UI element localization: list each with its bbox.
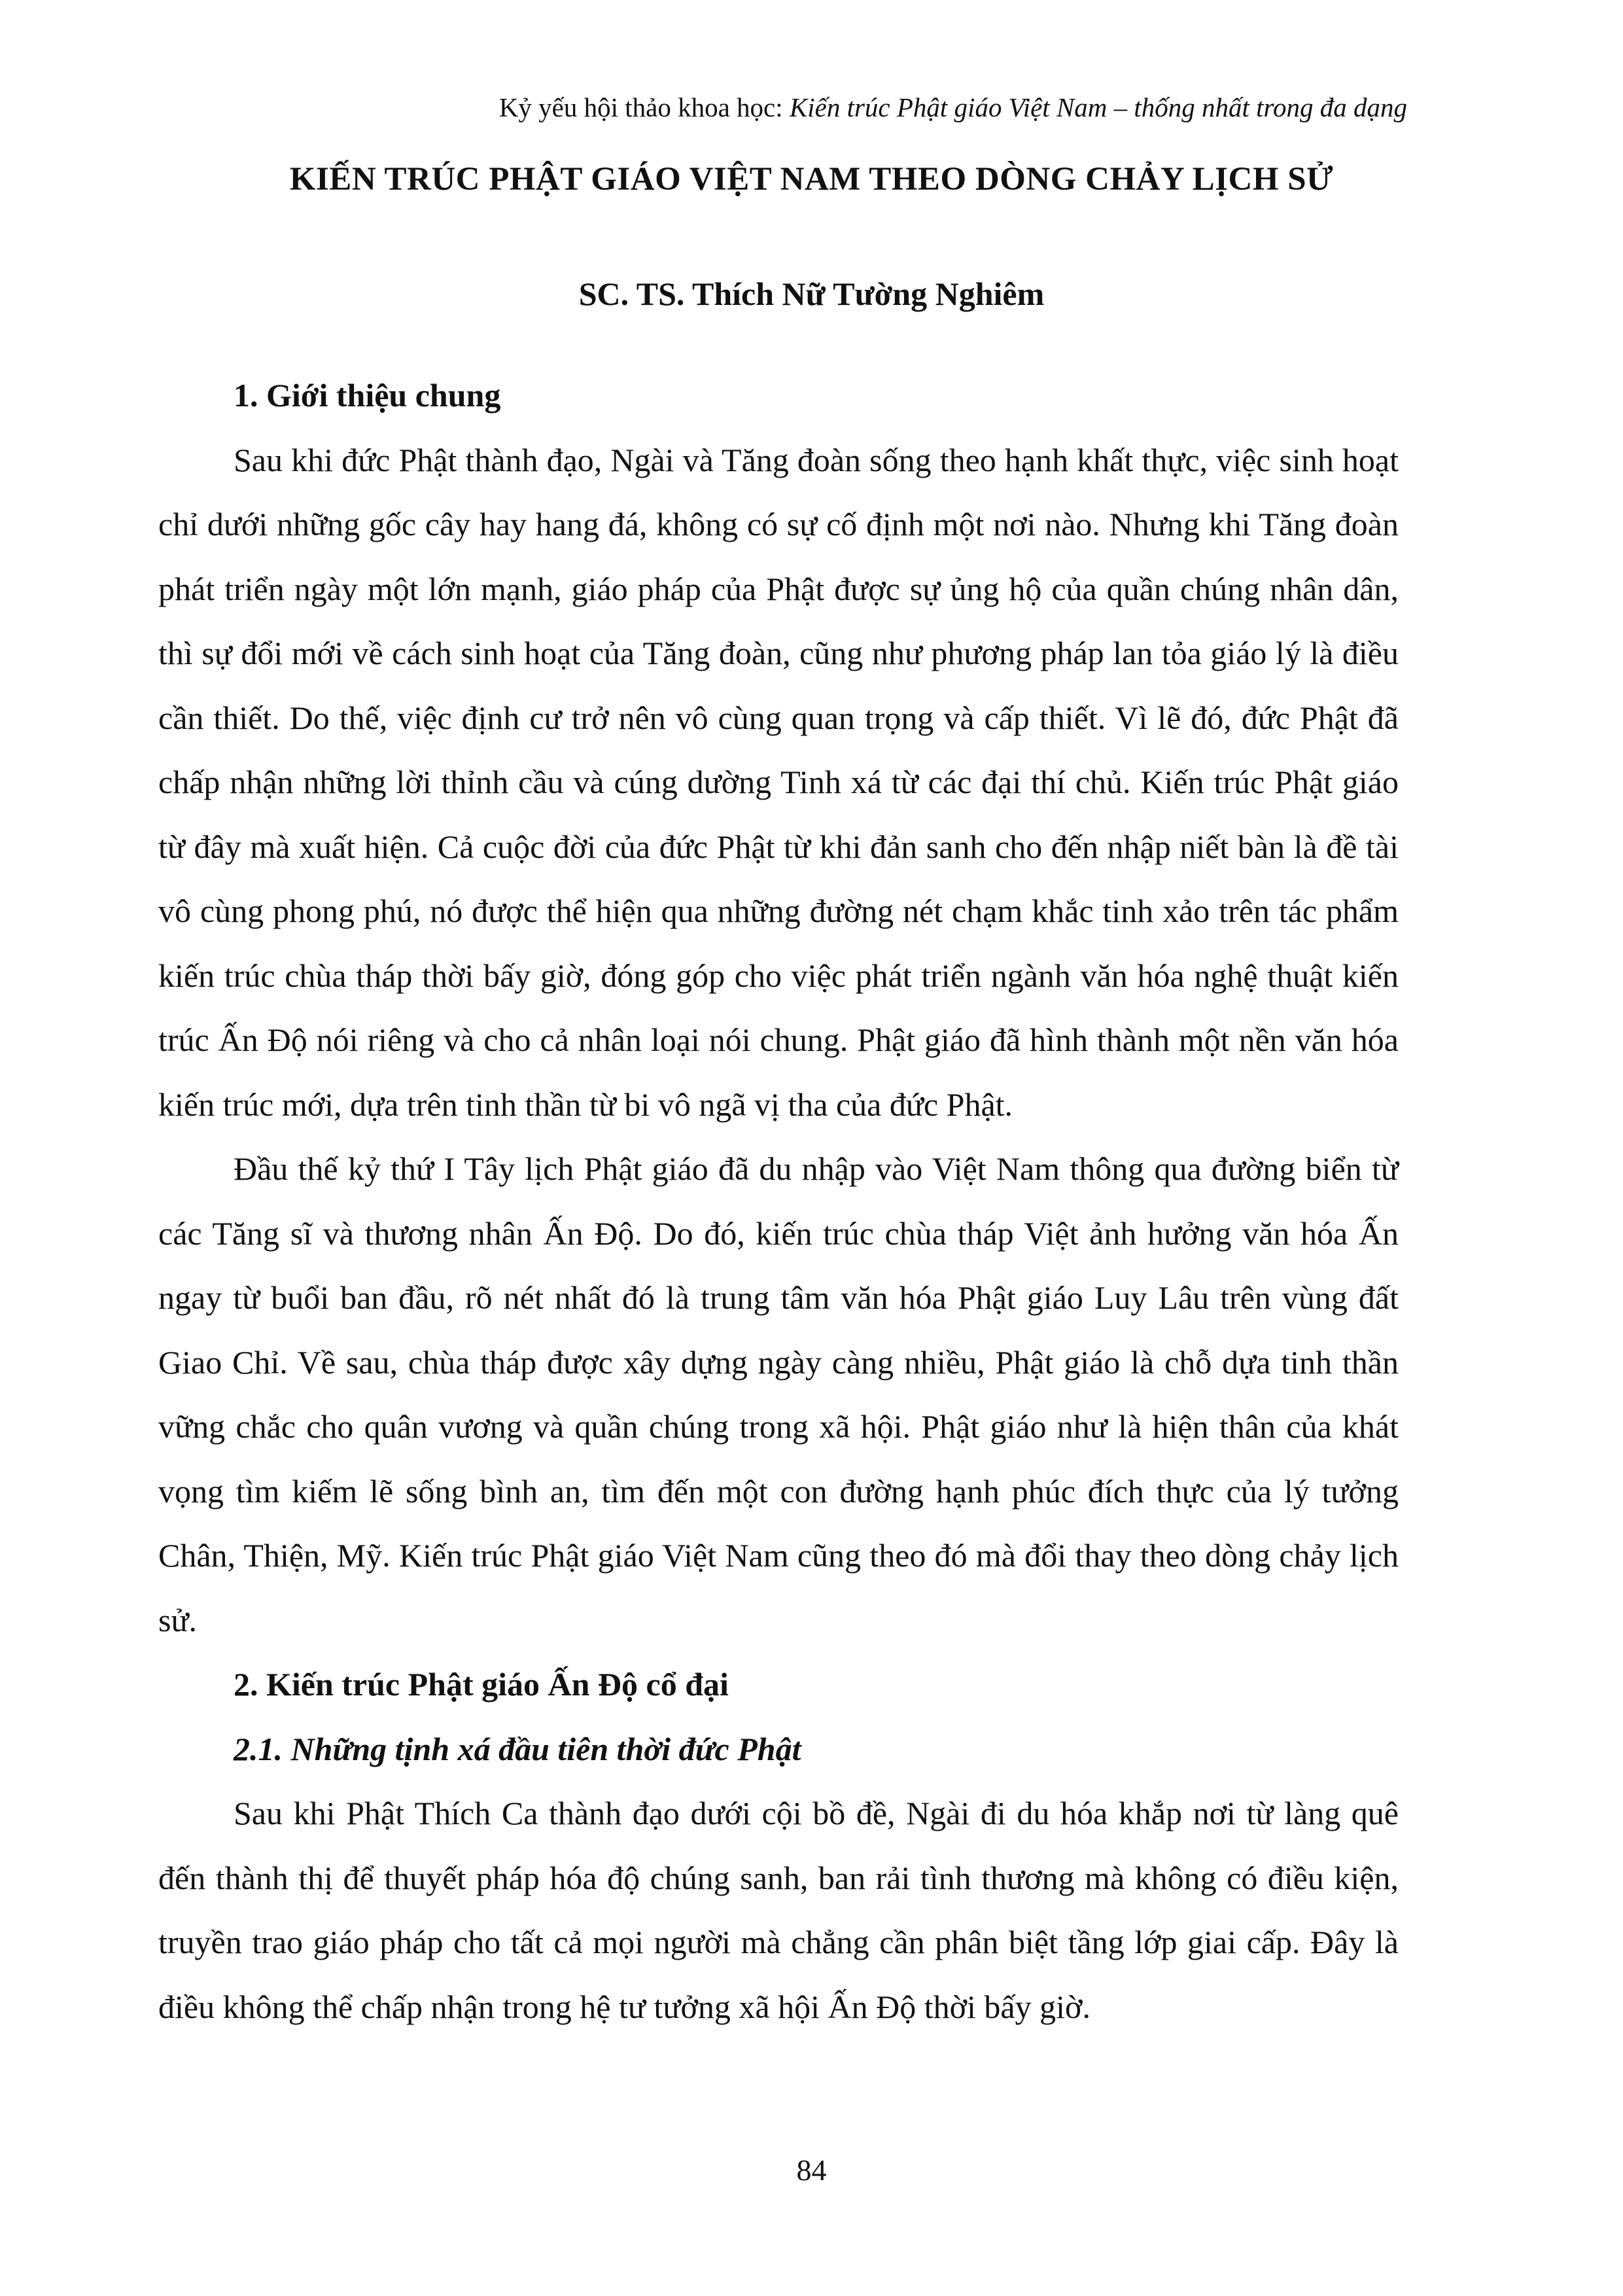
- section-heading-1: 1. Giới thiệu chung: [234, 377, 501, 414]
- running-header: [499, 92, 1407, 124]
- running-header-italic: Kiến trúc Phật giáo Việt Nam – thống nhất trong đa dạng: [789, 92, 1407, 122]
- article-body: [158, 363, 1399, 2039]
- subsection-heading-2-1: 2.1. Những tịnh xá đầu tiên thời đức Phật: [234, 1730, 801, 1767]
- page-number: 84: [796, 2153, 827, 2187]
- article-title: KIẾN TRÚC PHẬT GIÁO VIỆT NAM THEO DÒNG CHẢY LỊCH SỬ: [289, 161, 1334, 198]
- paragraph-2: Đầu thế kỷ thứ I Tây lịch Phật giáo đã du nhập vào Việt Nam thông qua đường biển từ các Tăng sĩ và thương nhân Ấn Độ. Do đó, kiến trúc chùa tháp Việt ảnh hưởng văn hóa Ấn ngay từ buổi ban đầu, rõ nét nhất đó là trung tâm văn hóa Phật giáo Luy Lâu trên vùng đất Giao Chỉ. Về sau, chùa tháp được xây dựng ngày càng nhiều, Phật giáo là chỗ dựa tinh thần vững chắc cho quân vương và quần chúng trong xã hội. Phật giáo như là hiện thân của khát vọng tìm kiếm lẽ sống bình an, tìm đến một con đường hạnh phúc đích thực của lý tưởng Chân, Thiện, Mỹ. Kiến trúc Phật giáo Việt Nam cũng theo đó mà đổi thay theo dòng chảy lịch sử.: [158, 1150, 1399, 1638]
- running-header-prefix: Kỷ yếu hội thảo khoa học:: [498, 92, 790, 122]
- paragraph-3: Sau khi Phật Thích Ca thành đạo dưới cội bồ đề, Ngài đi du hóa khắp nơi từ làng quê đến thành thị để thuyết pháp hóa độ chúng sanh, ban rải tình thương mà không có điều kiện, truyền trao giáo pháp cho tất cả mọi người mà chẳng cần phân biệt tầng lớp giai cấp. Đây là điều không thể chấp nhận trong hệ tư tưởng xã hội Ấn Độ thời bấy giờ.: [158, 1795, 1399, 2025]
- section-heading-2: 2. Kiến trúc Phật giáo Ấn Độ cổ đại: [234, 1666, 729, 1703]
- paragraph-1: Sau khi đức Phật thành đạo, Ngài và Tăng đoàn sống theo hạnh khất thực, việc sinh hoạt chỉ dưới những gốc cây hay hang đá, không có sự cố định một nơi nào. Nhưng khi Tăng đoàn phát triển ngày một lớn mạnh, giáo pháp của Phật được sự ủng hộ của quần chúng nhân dân, thì sự đổi mới về cách sinh hoạt của Tăng đoàn, cũng như phương pháp lan tỏa giáo lý là điều cần thiết. Do thế, việc định cư trở nên vô cùng quan trọng và cấp thiết. Vì lẽ đó, đức Phật đã chấp nhận những lời thỉnh cầu và cúng dường Tinh xá từ các đại thí chủ. Kiến trúc Phật giáo từ đây mà xuất hiện. Cả cuộc đời của đức Phật từ khi đản sanh cho đến nhập niết bàn là đề tài vô cùng phong phú, nó được thể hiện qua những đường nét chạm khắc tinh xảo trên tác phẩm kiến trúc chùa tháp thời bấy giờ, đóng góp cho việc phát triển ngành văn hóa nghệ thuật kiến trúc Ấn Độ nói riêng và cho cả nhân loại nói chung. Phật giáo đã hình thành một nền văn hóa kiến trúc mới, dựa trên tinh thần từ bi vô ngã vị tha của đức Phật.: [158, 441, 1399, 1123]
- author-line: SC. TS. Thích Nữ Tường Nghiêm: [578, 275, 1045, 312]
